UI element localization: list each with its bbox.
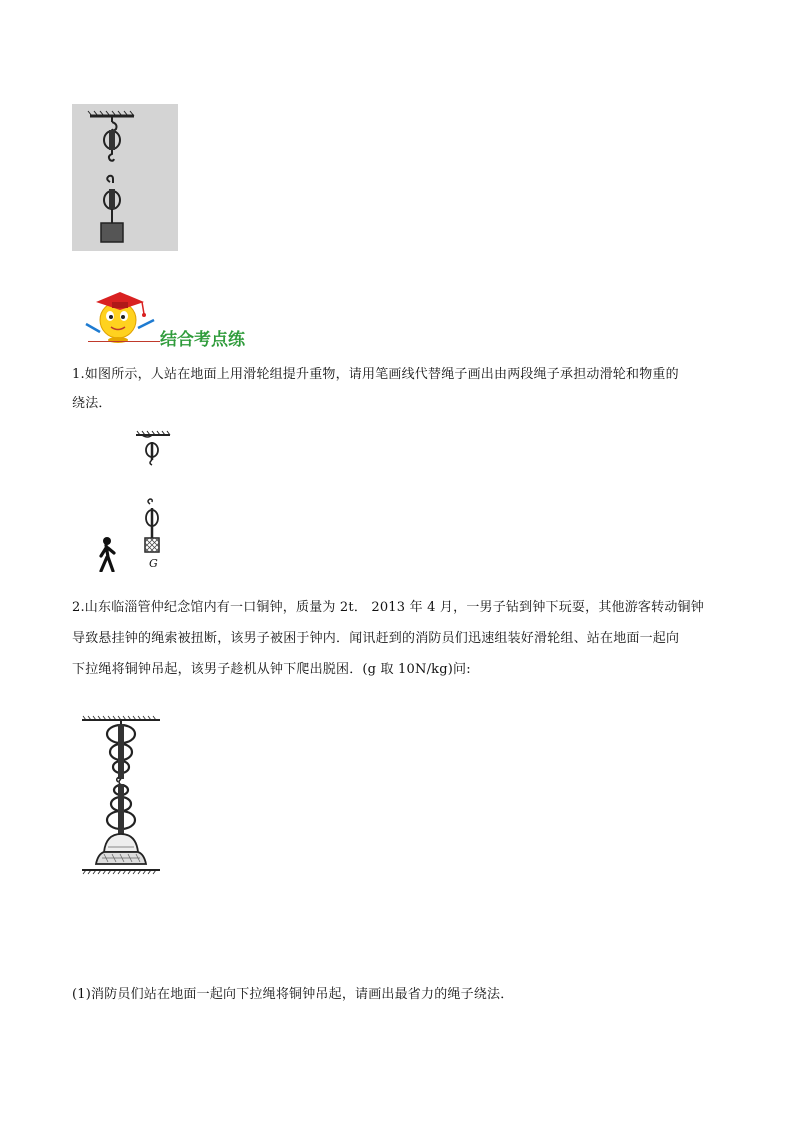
q1-text-line2: 绕法．: [72, 396, 112, 411]
section-title: 结合考点练: [160, 330, 245, 350]
q2-text-line1: 2.山东临淄管仲纪念馆内有一口铜钟，质量为 2t． 2013 年 4 月，一男子钻到钟下玩耍，其他游客转动铜钟: [72, 600, 704, 615]
pulley-figure-2: [92, 430, 182, 572]
q2-sub1: (1)消防员们站在地面一起向下拉绳将铜钟吊起，请画出最省力的绳子绕法．: [72, 987, 514, 1002]
mascot-icon: [78, 288, 160, 346]
q1-text-line1: 1.如图所示，人站在地面上用滑轮组提升重物，请用笔画线代替绳子画出由两段绳子承担动滑轮和物重的: [72, 367, 679, 382]
weight-label: G: [149, 557, 158, 570]
q2-text-line2: 导致悬挂钟的绳索被扭断，该男子被困于钟内．闻讯赶到的消防员们迅速组装好滑轮组、站在地面一起向: [72, 631, 680, 646]
q2-text-line3: 下拉绳将铜钟吊起，该男子趁机从钟下爬出脱困．(g 取 10N/kg)问:: [72, 662, 471, 677]
section-underline: [88, 341, 160, 342]
pulley-figure-1: [72, 104, 178, 251]
bell-pulley-figure: [80, 712, 166, 876]
